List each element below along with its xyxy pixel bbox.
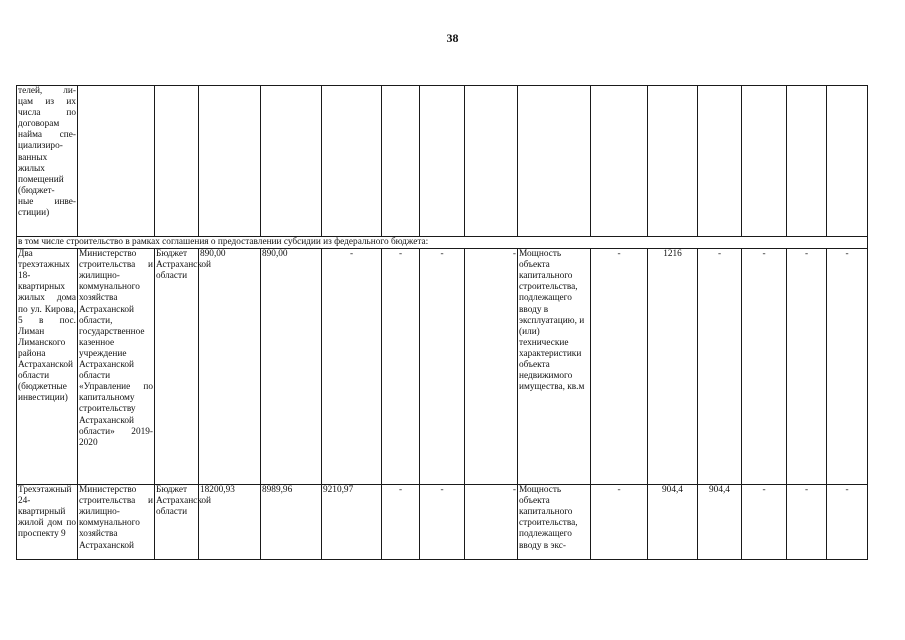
empty-cell — [698, 86, 742, 237]
empty-cell — [827, 86, 868, 237]
empty-cell — [787, 86, 827, 237]
indicator-value-5: - — [787, 485, 827, 560]
name-line: договорам — [18, 119, 60, 130]
indicator-value-4: - — [742, 249, 787, 485]
indicator-value-2: 904,4 — [648, 485, 698, 560]
cell-name-continued — [17, 86, 78, 237]
amount-year-5: - — [465, 485, 518, 560]
empty-cell — [518, 86, 591, 237]
amount-year-5: - — [465, 249, 518, 485]
amount-year-1: 890,00 — [261, 249, 322, 485]
name-line: ные инве- — [18, 196, 76, 207]
empty-cell — [465, 86, 518, 237]
funding-source: Бюджет Астраханской области — [155, 485, 199, 560]
funding-source: Бюджет Астраханской области — [155, 249, 199, 485]
amount-year-2: - — [322, 249, 382, 485]
empty-cell — [78, 86, 155, 237]
indicator-value-5: - — [787, 249, 827, 485]
indicator-value-1: - — [591, 485, 648, 560]
empty-cell — [261, 86, 322, 237]
program-table — [16, 85, 868, 560]
total-amount: 18200,93 — [199, 485, 261, 560]
empty-cell — [420, 86, 465, 237]
table-row — [17, 249, 868, 485]
indicator-value-2: 1216 — [648, 249, 698, 485]
total-amount: 890,00 — [199, 249, 261, 485]
page-number: 38 — [446, 31, 459, 45]
table-row — [17, 86, 868, 237]
amount-year-3: - — [382, 249, 420, 485]
name-line: жилых — [18, 163, 45, 174]
amount-year-1: 8989,96 — [261, 485, 322, 560]
indicator-value-6: - — [827, 485, 868, 560]
indicator-value-3: 904,4 — [698, 485, 742, 560]
empty-cell — [742, 86, 787, 237]
empty-cell — [322, 86, 382, 237]
object-name: Трехэтажный 24-квартирный жилой дом по проспекту 9 — [17, 485, 78, 560]
indicator-value-6: - — [827, 249, 868, 485]
object-name: Два трехэтажных 18-квартирных жилых дома по ул. Кирова, 5 в пос. Лиман Лиманского района Астраханской области (бюджетные инвестиции) — [17, 249, 78, 485]
empty-cell — [382, 86, 420, 237]
amount-year-4: - — [420, 485, 465, 560]
name-line: ванных — [18, 152, 48, 163]
section-title: в том числе строительство в рамках соглашения о предоставлении субсидии из федерального бюджета: — [17, 237, 868, 249]
name-line: помещений — [18, 174, 64, 185]
name-line: цам из их — [18, 97, 76, 108]
indicator-value-4: - — [742, 485, 787, 560]
name-line: стиции) — [18, 208, 50, 219]
indicator-name: Мощность объекта капитального строительства, подлежащего вводу в эксплуатацию, и (или) технические характеристики объекта недвижимого имущества, кв.м — [518, 249, 591, 485]
section-row — [17, 237, 868, 249]
empty-cell — [591, 86, 648, 237]
amount-year-3: - — [382, 485, 420, 560]
indicator-value-3: - — [698, 249, 742, 485]
amount-year-2: 9210,97 — [322, 485, 382, 560]
executor: Министерство строительства и жилищно-коммунального хозяйства Астраханской — [78, 485, 155, 560]
empty-cell — [155, 86, 199, 237]
indicator-name: Мощность объекта капитального строительства, подлежащего вводу в экс- — [518, 485, 591, 560]
name-line: найма спе- — [18, 130, 76, 141]
name-line: (бюджет- — [18, 185, 55, 196]
name-line: числа по — [18, 108, 76, 119]
table-row — [17, 485, 868, 560]
name-line: циализиро- — [18, 141, 63, 152]
empty-cell — [199, 86, 261, 237]
name-line: телей, ли- — [18, 86, 76, 96]
indicator-value-1: - — [591, 249, 648, 485]
empty-cell — [648, 86, 698, 237]
amount-year-4: - — [420, 249, 465, 485]
executor: Министерство строительства и жилищно-коммунального хозяйства Астраханской области, государственное казенное учреждение Астраханской области «Управление по капитальному строительству Астраханской области» 2019-2020 — [78, 249, 155, 485]
